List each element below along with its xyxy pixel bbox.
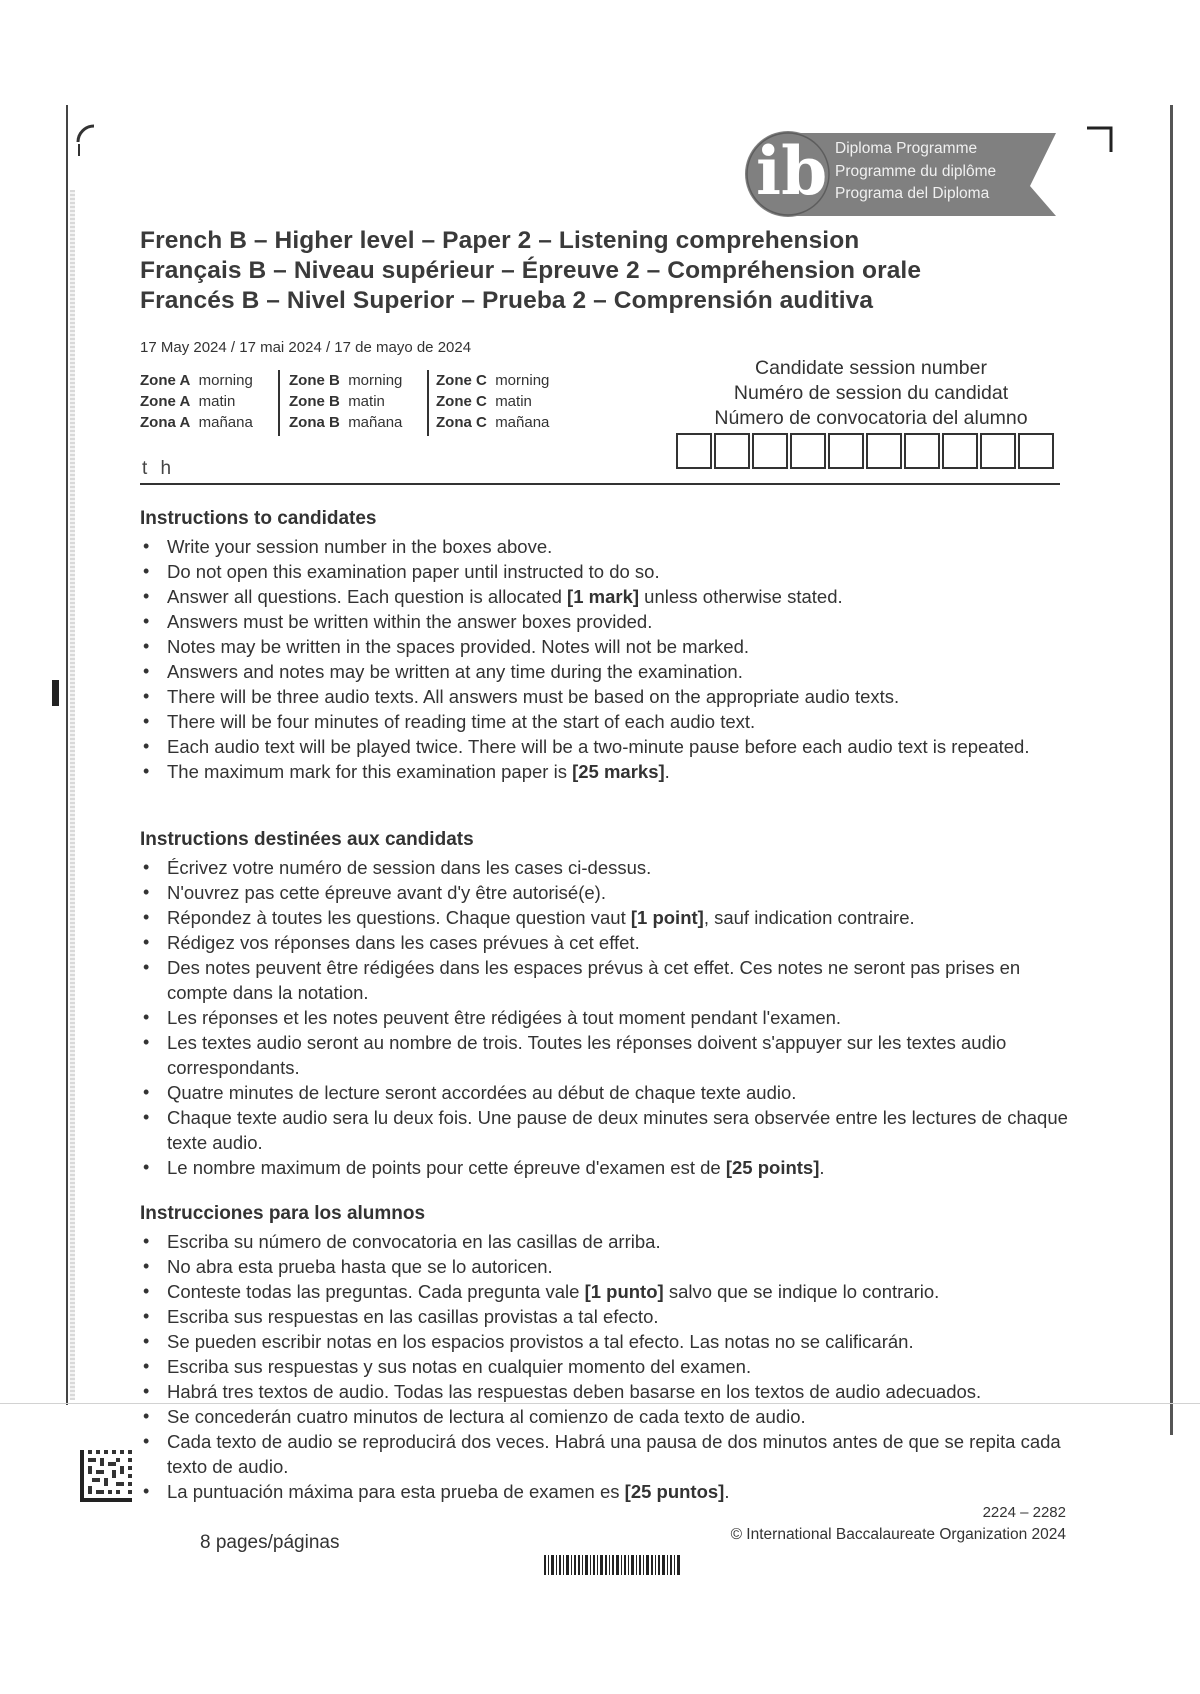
- ib-monogram: ib: [756, 132, 828, 210]
- instruction-item: • Cada texto de audio se reproducirá dos veces. Habrá una pausa de dos minutos antes de que se repita cada texto de audio.: [140, 1429, 1102, 1479]
- zone-time: matin: [198, 393, 236, 410]
- instruction-item: • La puntuación máxima para esta prueba de examen es [25 puntos].: [140, 1479, 1100, 1504]
- zone-divider: [427, 370, 429, 436]
- instruction-item: • Les réponses et les notes peuvent être rédigées à tout moment pendant l'examen.: [140, 1005, 1100, 1030]
- instruction-item: • There will be four minutes of reading time at the start of each audio text.: [140, 709, 1100, 734]
- instruction-item: • Se pueden escribir notas en los espacios provistos a tal efecto. Las notas no se calificarán.: [140, 1329, 1100, 1354]
- zone-time: mañana: [198, 414, 253, 431]
- zone-time: mañana: [348, 414, 403, 431]
- session-digit-box[interactable]: [714, 433, 750, 469]
- instructions-en: [140, 508, 1100, 784]
- left-scan-border: [66, 105, 68, 1405]
- candidate-session-boxes: [676, 433, 1056, 469]
- zone-divider: [278, 370, 280, 436]
- zone-c-column: [436, 370, 549, 433]
- title-es: Francés B – Nivel Superior – Prueba 2 – Comprensión auditiva: [140, 287, 874, 314]
- csn-label-es: Número de convocatoria del alumno: [714, 407, 1028, 429]
- instructions-es-heading: Instrucciones para los alumnos: [140, 1203, 426, 1224]
- instruction-item: • Escriba sus respuestas en las casillas provistas a tal efecto.: [140, 1304, 1100, 1329]
- zones-table: [140, 370, 600, 436]
- csn-label-en: Candidate session number: [755, 357, 987, 379]
- zone-time: mañana: [495, 414, 550, 431]
- zone-time: morning: [495, 372, 550, 389]
- zone-label: Zone C: [436, 372, 487, 389]
- session-digit-box[interactable]: [942, 433, 978, 469]
- brand-line-fr: Programme du diplôme: [835, 162, 997, 180]
- instruction-item: • Le nombre maximum de points pour cette épreuve d'examen est de [25 points].: [140, 1155, 1100, 1180]
- zone-time: morning: [198, 372, 253, 389]
- session-digit-box[interactable]: [752, 433, 788, 469]
- instruction-item: • Habrá tres textos de audio. Todas las respuestas deben basarse en los textos de audio adecuados.: [140, 1379, 1100, 1404]
- instruction-item: • Des notes peuvent être rédigées dans les espaces prévus à cet effet. Ces notes ne seront pas prises en compte dans la notation.: [140, 955, 1067, 1005]
- zone-time: matin: [348, 393, 385, 410]
- exam-date: 17 May 2024 / 17 mai 2024 / 17 de mayo de 2024: [140, 339, 472, 356]
- instructions-fr: [140, 829, 1100, 1180]
- title-fr: Français B – Niveau supérieur – Épreuve 2 – Compréhension orale: [140, 257, 922, 284]
- title-en: French B – Higher level – Paper 2 – Listening comprehension: [140, 227, 860, 254]
- instructions-fr-heading: Instructions destinées aux candidats: [140, 829, 474, 850]
- instructions-en-heading: Instructions to candidates: [140, 508, 377, 529]
- session-digit-box[interactable]: [676, 433, 712, 469]
- instruction-item: • There will be three audio texts. All answers must be based on the appropriate audio texts.: [140, 684, 1100, 709]
- session-digit-box[interactable]: [828, 433, 864, 469]
- header-separator: [140, 483, 1060, 485]
- zone-a-column: [140, 370, 253, 433]
- right-scan-border: [1170, 105, 1173, 1435]
- datamatrix-code: [80, 1450, 132, 1502]
- instruction-item: • Les textes audio seront au nombre de trois. Toutes les réponses doivent s'appuyer sur les textes audio correspondants.: [140, 1030, 1077, 1080]
- instruction-item: • N'ouvrez pas cette épreuve avant d'y être autorisé(e).: [140, 880, 1100, 905]
- csn-label-fr: Numéro de session du candidat: [733, 382, 1009, 404]
- instruction-item: • No abra esta prueba hasta que se lo autoricen.: [140, 1254, 1100, 1279]
- handwritten-mark: t h: [142, 458, 176, 479]
- zone-label: Zone A: [140, 393, 191, 410]
- top-right-corner-mark: [1085, 126, 1115, 156]
- candidate-session-label: [676, 356, 1066, 431]
- session-digit-box[interactable]: [980, 433, 1016, 469]
- paper-titles: [140, 226, 921, 316]
- instruction-item: • Answers must be written within the answer boxes provided.: [140, 609, 1100, 634]
- instruction-item: • Notes may be written in the spaces provided. Notes will not be marked.: [140, 634, 1100, 659]
- instruction-item: • Escriba sus respuestas y sus notas en cualquier momento del examen.: [140, 1354, 1100, 1379]
- brand-line-es: Programa del Diploma: [835, 185, 990, 202]
- zone-label: Zone C: [436, 393, 487, 410]
- session-digit-box[interactable]: [866, 433, 902, 469]
- instruction-item: • Answer all questions. Each question is allocated [1 mark] unless otherwise stated.: [140, 584, 1100, 609]
- zone-b-column: [289, 370, 402, 433]
- instruction-item: • Quatre minutes de lecture seront accordées au début de chaque texte audio.: [140, 1080, 1100, 1105]
- instruction-item: • Écrivez votre numéro de session dans les cases ci-dessus.: [140, 855, 1100, 880]
- instruction-item: • Escriba su número de convocatoria en las casillas de arriba.: [140, 1229, 1100, 1254]
- zone-label: Zona B: [289, 414, 340, 431]
- barcode: [544, 1555, 680, 1575]
- instruction-item: • Write your session number in the boxes above.: [140, 534, 1100, 559]
- instruction-item: • Répondez à toutes les questions. Chaque question vaut [1 point], sauf indication contraire.: [140, 905, 1100, 930]
- paper-code: 2224 – 2282: [982, 1504, 1066, 1521]
- instruction-item: • Answers and notes may be written at any time during the examination.: [140, 659, 1100, 684]
- zone-label: Zone B: [289, 393, 340, 410]
- left-speckle-band: [70, 190, 75, 1400]
- copyright: © International Baccalaureate Organization 2024: [730, 1526, 1066, 1543]
- instruction-item: • Each audio text will be played twice. There will be a two-minute pause before each audio text is repeated.: [140, 734, 1047, 759]
- brand-line-en: Diploma Programme: [835, 140, 978, 157]
- zone-label: Zona A: [140, 414, 191, 431]
- ib-logo: [738, 128, 1078, 223]
- instruction-item: • Chaque texte audio sera lu deux fois. Une pause de deux minutes sera observée entre les lectures de chaque texte audio.: [140, 1105, 1102, 1155]
- session-digit-box[interactable]: [904, 433, 940, 469]
- brand-text: [835, 138, 996, 206]
- zone-label: Zona C: [436, 414, 487, 431]
- zone-label: Zone A: [140, 372, 191, 389]
- instructions-es: [140, 1203, 1100, 1504]
- instruction-item: • Se concederán cuatro minutos de lectura al comienzo de cada texto de audio.: [140, 1404, 1100, 1429]
- zone-time: matin: [495, 393, 532, 410]
- instruction-item: • Rédigez vos réponses dans les cases prévues à cet effet.: [140, 930, 1100, 955]
- instruction-item: • Conteste todas las preguntas. Cada pregunta vale [1 punto] salvo que se indique lo contrario.: [140, 1279, 1100, 1304]
- session-digit-box[interactable]: [790, 433, 826, 469]
- zone-time: morning: [348, 372, 403, 389]
- page-count: 8 pages/páginas: [200, 1532, 340, 1553]
- instruction-item: • The maximum mark for this examination paper is [25 marks].: [140, 759, 1100, 784]
- top-left-corner-mark: [72, 122, 112, 162]
- session-digit-box[interactable]: [1018, 433, 1054, 469]
- instruction-item: • Do not open this examination paper until instructed to do so.: [140, 559, 1100, 584]
- left-registration-mark: [52, 680, 59, 706]
- zone-label: Zone B: [289, 372, 340, 389]
